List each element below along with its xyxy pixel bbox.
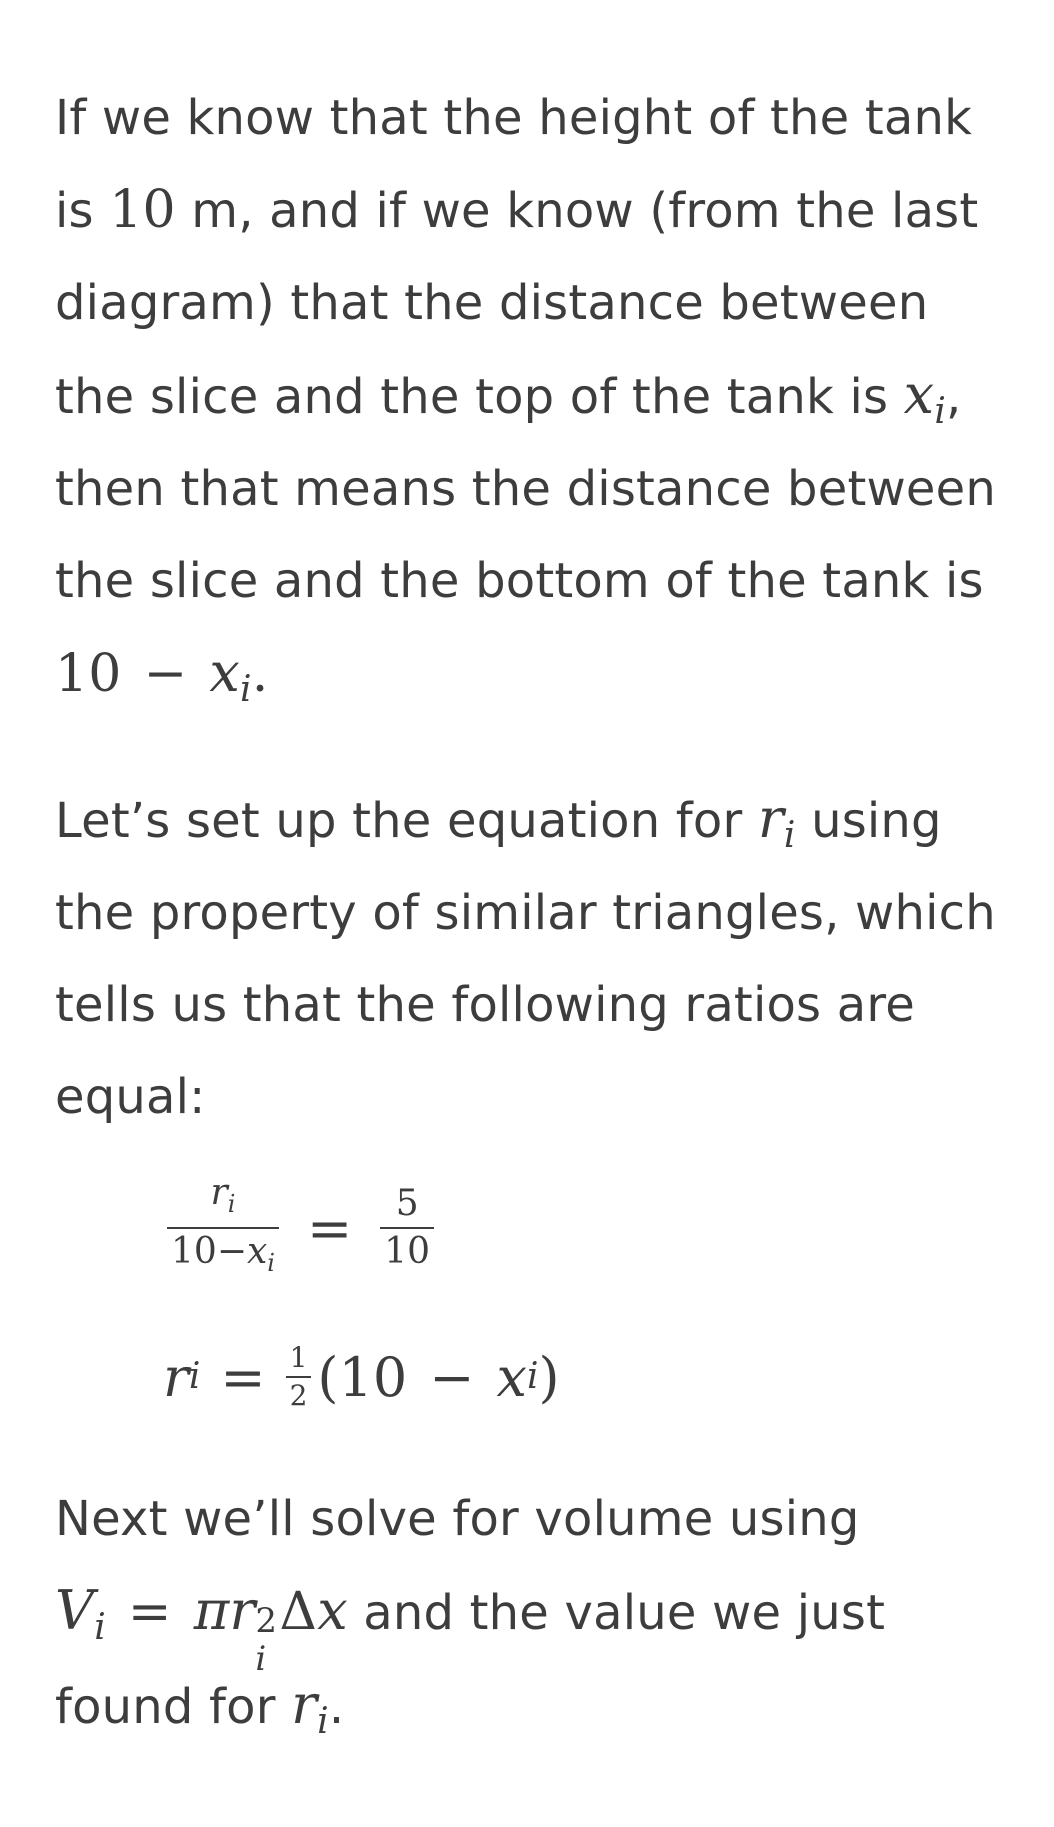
spacer [55,721,1015,773]
ten: 10 [171,1231,217,1272]
var-x: x [246,1231,268,1272]
var-r: r [229,1579,256,1642]
minus-sign: − [216,1231,247,1272]
text-segment: Let’s set up the equation for [55,793,758,849]
var-r: r [210,1172,228,1213]
paragraph-similar-triangles [55,773,1015,1143]
rhs-numerator: 5 [395,1183,419,1224]
period: . [328,1679,345,1735]
close-paren: ) [538,1345,560,1409]
text-segment: and the value we just found for [55,1585,886,1735]
var-r: r [757,787,784,850]
ratio-equation [167,1173,434,1283]
equation-block [55,1143,1015,1473]
paragraph-volume [55,1473,1015,1753]
var-x: x [209,641,241,704]
subscript-i: i [255,1639,267,1679]
delta-symbol: Δ [279,1582,318,1642]
subscript-i: i [240,669,252,710]
subscript-i: i [227,1190,236,1218]
lhs-numerator [207,1173,240,1224]
subscript-i: i [317,1701,329,1742]
var-r: r [291,1673,318,1736]
equals-sign: = [306,1196,353,1260]
var-x: x [496,1345,527,1409]
rhs-fraction [380,1184,434,1272]
paragraph-tank-height [55,72,1015,721]
lhs-denominator [167,1232,279,1283]
fraction-bar [167,1227,279,1229]
text-segment: If we know that the height of the tank is [55,90,973,239]
minus-sign: − [429,1345,475,1409]
half-numerator: 1 [289,1341,308,1374]
text-segment: m, and if we know (from the last diagram) that the distance between the slice and the top of the tank is [55,183,979,425]
subscript-i: i [783,815,796,856]
content [55,72,1015,1753]
subscript-i: i [267,1249,275,1277]
half-denominator: 2 [289,1379,308,1412]
subscript-i: i [94,1607,106,1648]
text-segment: using the property of similar triangles, which tells us that the following ratios are equal: [55,793,996,1125]
expr-ten: 10 [55,644,122,704]
var-x: x [903,363,935,426]
sup-sub [255,1601,279,1679]
fraction-bar [380,1227,434,1229]
pi-symbol: π [193,1579,230,1642]
open-paren: ( [317,1345,339,1409]
var-x: x [317,1579,348,1642]
height-value: 10 [109,180,176,240]
text-segment: , then that means the distance between the slice and the bottom of the tank is [55,369,997,609]
minus-sign: − [143,644,188,704]
half-fraction [286,1343,312,1411]
text-segment: Next we’ll solve for volume using [55,1491,860,1547]
rhs-denominator: 10 [384,1231,431,1272]
superscript-2: 2 [255,1601,278,1641]
var-r: r [163,1345,189,1409]
var-V: V [55,1579,95,1642]
subscript-i: i [934,391,947,432]
equals-sign: = [220,1345,266,1409]
lhs-fraction [167,1173,279,1283]
period: . [251,644,269,704]
radius-equation: r i = $\frac{1}{2}$ ( 10 − x i ) [163,1341,560,1412]
equals-sign: = [127,1582,172,1642]
fraction-bar [286,1376,312,1378]
ten: 10 [338,1345,408,1409]
